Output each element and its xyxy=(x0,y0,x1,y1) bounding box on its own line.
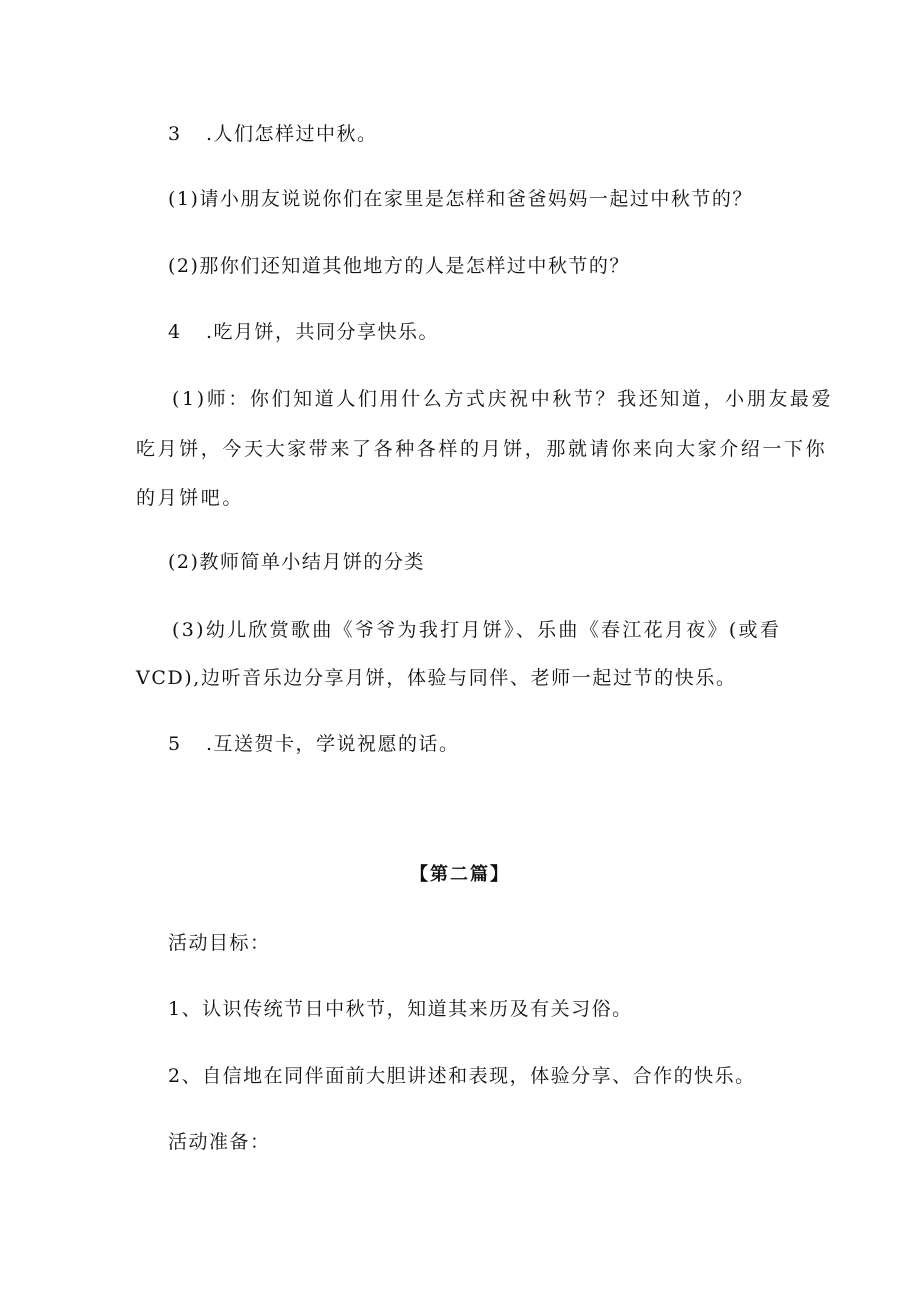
item-4-sub-2: (2)教师简单小结月饼的分类 xyxy=(168,551,425,573)
item-4-sub-1-line-1: (1)师：你们知道人们用什么方式庆祝中秋节？我还知道，小朋友最爱 xyxy=(172,388,834,410)
item-4-sub-3-line-1: (3)幼儿欣赏歌曲《爷爷为我打月饼》、乐曲《春江花月夜》(或看 xyxy=(172,619,782,641)
section-title: 【第二篇】 xyxy=(410,864,510,885)
item-4-number: 4 xyxy=(168,321,182,343)
goals-label: 活动目标： xyxy=(168,932,271,954)
item-3-sub-2: (2)那你们还知道其他地方的人是怎样过中秋节的？ xyxy=(168,255,630,277)
goal-2: 2、自信地在同伴面前大胆讲述和表现，体验分享、合作的快乐。 xyxy=(168,1065,756,1087)
item-4-text: .吃月饼，共同分享快乐。 xyxy=(206,321,440,343)
item-5-text: .互送贺卡，学说祝愿的话。 xyxy=(206,733,460,755)
item-5-number: 5 xyxy=(168,733,182,755)
goal-1: 1、认识传统节日中秋节，知道其来历及有关习俗。 xyxy=(168,998,633,1020)
prep-label: 活动准备： xyxy=(168,1131,271,1153)
item-3-text: .人们怎样过中秋。 xyxy=(206,123,378,145)
item-3-number: 3 xyxy=(168,123,182,145)
item-3-sub-1: (1)请小朋友说说你们在家里是怎样和爸爸妈妈一起过中秋节的？ xyxy=(168,188,753,210)
item-4-sub-1-line-2: 吃月饼，今天大家带来了各种各样的月饼，那就请你来向大家介绍一下你 xyxy=(136,438,828,460)
item-4-sub-1-line-3: 的月饼吧。 xyxy=(136,487,245,509)
item-4-sub-3-line-2: VCD),边听音乐边分享月饼，体验与同伴、老师一起过节的快乐。 xyxy=(136,667,737,689)
